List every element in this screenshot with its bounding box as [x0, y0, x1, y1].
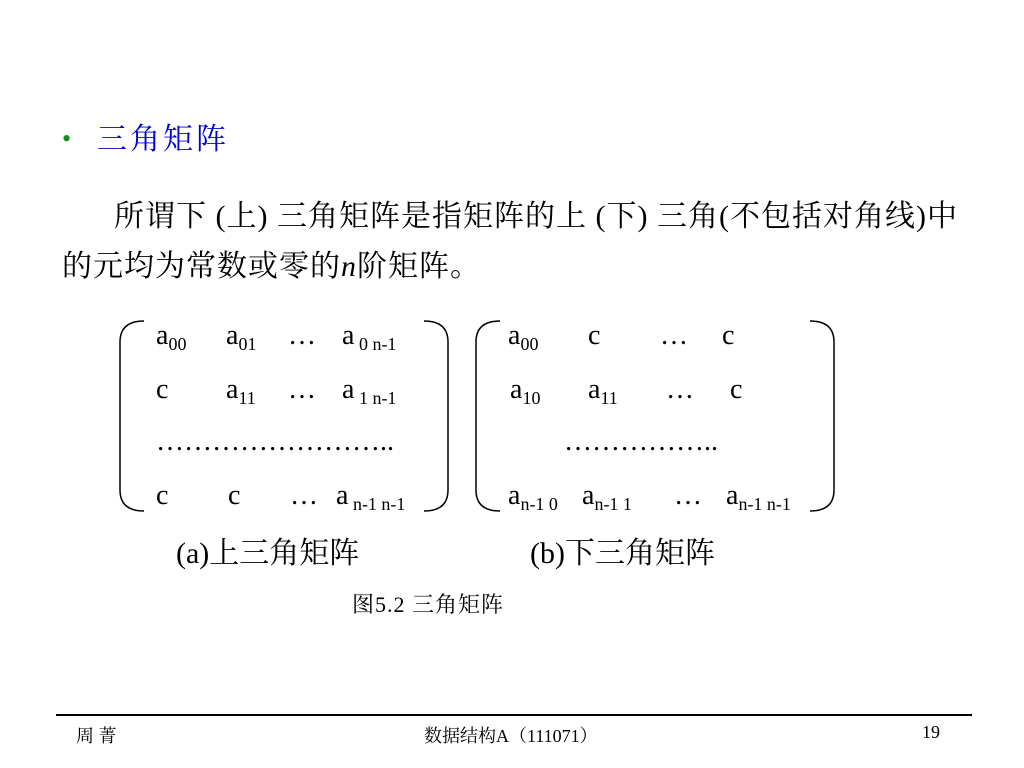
matrix-a-cell: a $_{1 n-1}$ — [342, 374, 397, 408]
footer-page-number: 19 — [922, 722, 940, 742]
matrix-a-dots-row: …………………….. — [156, 426, 394, 457]
bullet-dot: • — [62, 124, 72, 153]
paragraph-text-end: 阶矩阵。 — [357, 250, 481, 283]
footer-author: 周 菁 — [76, 726, 117, 746]
matrix-b-ellipsis: … — [660, 320, 688, 351]
matrix-a-right-bracket — [418, 318, 458, 514]
matrix-b-cell: $a_{n-1 0}$ — [508, 480, 558, 514]
paragraph-text: 所谓下 (上) 三角矩阵是指矩阵的上 (下) 三角(不包括对角线)中的元均为常数或零的 — [62, 200, 958, 283]
matrix-b-right-bracket — [804, 318, 844, 514]
matrix-a-ellipsis: … — [290, 480, 318, 511]
matrix-b-cell: c — [588, 320, 601, 351]
footer-divider — [56, 714, 972, 716]
matrix-a-ellipsis: … — [288, 320, 316, 351]
matrix-a-cell: c — [228, 480, 241, 511]
matrix-a-cell: a $_{n-1 n-1}$ — [336, 480, 406, 514]
matrix-b-cell: c — [730, 374, 743, 405]
matrix-b-cell: $a_{00}$ — [508, 320, 539, 354]
matrix-b-ellipsis: … — [674, 480, 702, 511]
matrix-b-dots-row: …………….. — [564, 426, 718, 457]
matrix-b-cell: $a_{10}$ — [510, 374, 541, 408]
definition-paragraph — [62, 192, 962, 292]
matrix-b-cell: $a_{11}$ — [588, 374, 618, 408]
matrix-a-caption: (a)上三角矩阵 — [176, 537, 360, 570]
matrix-b-left-bracket — [466, 318, 506, 514]
matrix-a-cell: $a_{01}$ — [226, 320, 257, 354]
matrix-b-cell: c — [722, 320, 735, 351]
figure-caption: 图5.2 三角矩阵 — [352, 592, 505, 617]
matrix-b-caption: (b)下三角矩阵 — [530, 537, 715, 570]
matrix-b-cell: $a_{n-1 n-1}$ — [726, 480, 791, 514]
matrix-a-cell: $a_{11}$ — [226, 374, 256, 408]
slide-title: 三角矩阵 — [97, 123, 229, 156]
matrix-a-left-bracket — [110, 318, 150, 514]
paragraph-variable: n — [341, 250, 357, 283]
footer-course: 数据结构A（111071） — [424, 726, 598, 746]
matrix-a-ellipsis: … — [288, 374, 316, 405]
matrix-b-cell: $a_{n-1 1}$ — [582, 480, 632, 514]
matrix-a-cell: c — [156, 374, 169, 405]
matrix-a-cell: a $_{0 n-1}$ — [342, 320, 397, 354]
matrix-a-cell: c — [156, 480, 169, 511]
matrix-a-cell: $a_{00}$ — [156, 320, 187, 354]
matrix-b-ellipsis: … — [666, 374, 694, 405]
